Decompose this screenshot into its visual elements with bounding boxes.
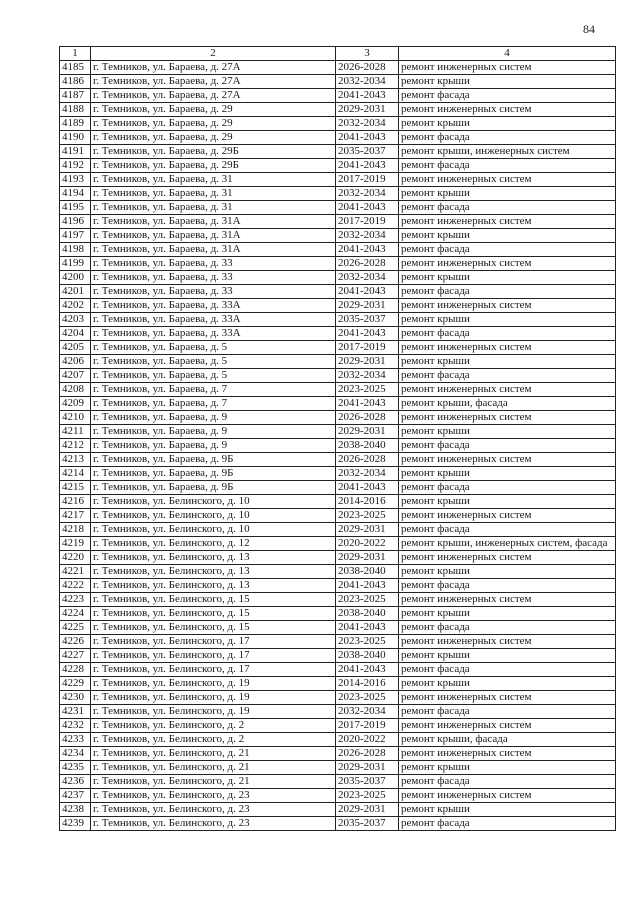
work-type-cell: ремонт инженерных систем bbox=[399, 691, 616, 705]
address-cell: г. Темников, ул. Бараева, д. 27А bbox=[91, 75, 336, 89]
period-cell: 2023-2025 bbox=[336, 635, 399, 649]
address-cell: г. Темников, ул. Белинского, д. 19 bbox=[91, 691, 336, 705]
address-cell: г. Темников, ул. Белинского, д. 19 bbox=[91, 705, 336, 719]
work-type-cell: ремонт инженерных систем bbox=[399, 103, 616, 117]
period-cell: 2032-2034 bbox=[336, 369, 399, 383]
row-number-cell: 4186 bbox=[60, 75, 91, 89]
period-cell: 2029-2031 bbox=[336, 299, 399, 313]
work-type-cell: ремонт фасада bbox=[399, 481, 616, 495]
address-cell: г. Темников, ул. Бараева, д. 31А bbox=[91, 229, 336, 243]
work-type-cell: ремонт фасада bbox=[399, 285, 616, 299]
address-cell: г. Темников, ул. Белинского, д. 12 bbox=[91, 537, 336, 551]
address-cell: г. Темников, ул. Белинского, д. 23 bbox=[91, 817, 336, 831]
work-type-cell: ремонт крыши bbox=[399, 313, 616, 327]
period-cell: 2026-2028 bbox=[336, 257, 399, 271]
table-row bbox=[60, 817, 616, 831]
table-row bbox=[60, 159, 616, 173]
row-number-cell: 4211 bbox=[60, 425, 91, 439]
row-number-cell: 4237 bbox=[60, 789, 91, 803]
row-number-cell: 4198 bbox=[60, 243, 91, 257]
work-type-cell: ремонт инженерных систем bbox=[399, 551, 616, 565]
period-cell: 2041-2043 bbox=[336, 481, 399, 495]
period-cell: 2029-2031 bbox=[336, 355, 399, 369]
period-cell: 2041-2043 bbox=[336, 89, 399, 103]
table-row bbox=[60, 103, 616, 117]
row-number-cell: 4187 bbox=[60, 89, 91, 103]
row-number-cell: 4239 bbox=[60, 817, 91, 831]
table-row bbox=[60, 299, 616, 313]
address-cell: г. Темников, ул. Бараева, д. 33А bbox=[91, 327, 336, 341]
table-row bbox=[60, 89, 616, 103]
work-type-cell: ремонт крыши, фасада bbox=[399, 397, 616, 411]
row-number-cell: 4231 bbox=[60, 705, 91, 719]
period-cell: 2041-2043 bbox=[336, 159, 399, 173]
period-cell: 2038-2040 bbox=[336, 565, 399, 579]
row-number-cell: 4228 bbox=[60, 663, 91, 677]
column-header-3: 3 bbox=[336, 47, 399, 61]
row-number-cell: 4209 bbox=[60, 397, 91, 411]
row-number-cell: 4232 bbox=[60, 719, 91, 733]
address-cell: г. Темников, ул. Бараева, д. 27А bbox=[91, 61, 336, 75]
row-number-cell: 4199 bbox=[60, 257, 91, 271]
row-number-cell: 4200 bbox=[60, 271, 91, 285]
table-row bbox=[60, 453, 616, 467]
row-number-cell: 4202 bbox=[60, 299, 91, 313]
work-type-cell: ремонт крыши bbox=[399, 607, 616, 621]
period-cell: 2026-2028 bbox=[336, 453, 399, 467]
work-type-cell: ремонт фасада bbox=[399, 579, 616, 593]
period-cell: 2023-2025 bbox=[336, 383, 399, 397]
work-type-cell: ремонт фасада bbox=[399, 369, 616, 383]
work-type-cell: ремонт крыши, инженерных систем bbox=[399, 145, 616, 159]
work-type-cell: ремонт инженерных систем bbox=[399, 411, 616, 425]
table-row bbox=[60, 803, 616, 817]
table-row bbox=[60, 257, 616, 271]
period-cell: 2032-2034 bbox=[336, 271, 399, 285]
table-row bbox=[60, 285, 616, 299]
address-cell: г. Темников, ул. Белинского, д. 15 bbox=[91, 621, 336, 635]
table-header-row bbox=[60, 47, 616, 61]
period-cell: 2023-2025 bbox=[336, 509, 399, 523]
address-cell: г. Темников, ул. Бараева, д. 29Б bbox=[91, 145, 336, 159]
row-number-cell: 4188 bbox=[60, 103, 91, 117]
work-type-cell: ремонт крыши, фасада bbox=[399, 733, 616, 747]
work-type-cell: ремонт крыши bbox=[399, 649, 616, 663]
table-row bbox=[60, 607, 616, 621]
table-row bbox=[60, 117, 616, 131]
period-cell: 2035-2037 bbox=[336, 775, 399, 789]
period-cell: 2041-2043 bbox=[336, 579, 399, 593]
period-cell: 2038-2040 bbox=[336, 439, 399, 453]
address-cell: г. Темников, ул. Белинского, д. 2 bbox=[91, 719, 336, 733]
table-row bbox=[60, 663, 616, 677]
row-number-cell: 4192 bbox=[60, 159, 91, 173]
period-cell: 2041-2043 bbox=[336, 663, 399, 677]
address-cell: г. Темников, ул. Белинского, д. 21 bbox=[91, 761, 336, 775]
column-header-4: 4 bbox=[399, 47, 616, 61]
table-row bbox=[60, 621, 616, 635]
table-row bbox=[60, 635, 616, 649]
period-cell: 2041-2043 bbox=[336, 131, 399, 145]
period-cell: 2041-2043 bbox=[336, 327, 399, 341]
table-row bbox=[60, 775, 616, 789]
work-type-cell: ремонт крыши bbox=[399, 75, 616, 89]
table-row bbox=[60, 229, 616, 243]
row-number-cell: 4194 bbox=[60, 187, 91, 201]
table-row bbox=[60, 593, 616, 607]
period-cell: 2029-2031 bbox=[336, 523, 399, 537]
address-cell: г. Темников, ул. Бараева, д. 7 bbox=[91, 397, 336, 411]
repair-schedule-table bbox=[59, 46, 616, 831]
period-cell: 2029-2031 bbox=[336, 761, 399, 775]
period-cell: 2017-2019 bbox=[336, 341, 399, 355]
row-number-cell: 4195 bbox=[60, 201, 91, 215]
work-type-cell: ремонт фасада bbox=[399, 159, 616, 173]
row-number-cell: 4207 bbox=[60, 369, 91, 383]
work-type-cell: ремонт фасада bbox=[399, 439, 616, 453]
address-cell: г. Темников, ул. Белинского, д. 23 bbox=[91, 789, 336, 803]
period-cell: 2023-2025 bbox=[336, 789, 399, 803]
address-cell: г. Темников, ул. Бараева, д. 5 bbox=[91, 369, 336, 383]
row-number-cell: 4189 bbox=[60, 117, 91, 131]
work-type-cell: ремонт крыши bbox=[399, 355, 616, 369]
period-cell: 2029-2031 bbox=[336, 425, 399, 439]
column-header-1: 1 bbox=[60, 47, 91, 61]
address-cell: г. Темников, ул. Белинского, д. 10 bbox=[91, 509, 336, 523]
address-cell: г. Темников, ул. Белинского, д. 2 bbox=[91, 733, 336, 747]
address-cell: г. Темников, ул. Белинского, д. 19 bbox=[91, 677, 336, 691]
row-number-cell: 4190 bbox=[60, 131, 91, 145]
period-cell: 2032-2034 bbox=[336, 117, 399, 131]
table-row bbox=[60, 705, 616, 719]
period-cell: 2035-2037 bbox=[336, 145, 399, 159]
address-cell: г. Темников, ул. Белинского, д. 17 bbox=[91, 649, 336, 663]
period-cell: 2041-2043 bbox=[336, 397, 399, 411]
row-number-cell: 4221 bbox=[60, 565, 91, 579]
work-type-cell: ремонт фасада bbox=[399, 663, 616, 677]
period-cell: 2026-2028 bbox=[336, 61, 399, 75]
address-cell: г. Темников, ул. Бараева, д. 7 bbox=[91, 383, 336, 397]
table-row bbox=[60, 551, 616, 565]
row-number-cell: 4217 bbox=[60, 509, 91, 523]
address-cell: г. Темников, ул. Бараева, д. 33 bbox=[91, 271, 336, 285]
address-cell: г. Темников, ул. Бараева, д. 5 bbox=[91, 355, 336, 369]
period-cell: 2029-2031 bbox=[336, 803, 399, 817]
period-cell: 2017-2019 bbox=[336, 719, 399, 733]
table-row bbox=[60, 411, 616, 425]
table-row bbox=[60, 747, 616, 761]
table-row bbox=[60, 201, 616, 215]
row-number-cell: 4233 bbox=[60, 733, 91, 747]
period-cell: 2023-2025 bbox=[336, 691, 399, 705]
period-cell: 2020-2022 bbox=[336, 733, 399, 747]
address-cell: г. Темников, ул. Белинского, д. 13 bbox=[91, 579, 336, 593]
period-cell: 2041-2043 bbox=[336, 201, 399, 215]
address-cell: г. Темников, ул. Бараева, д. 29 bbox=[91, 131, 336, 145]
row-number-cell: 4203 bbox=[60, 313, 91, 327]
row-number-cell: 4210 bbox=[60, 411, 91, 425]
work-type-cell: ремонт крыши bbox=[399, 677, 616, 691]
work-type-cell: ремонт крыши bbox=[399, 467, 616, 481]
work-type-cell: ремонт фасада bbox=[399, 327, 616, 341]
address-cell: г. Темников, ул. Бараева, д. 29 bbox=[91, 103, 336, 117]
address-cell: г. Темников, ул. Бараева, д. 5 bbox=[91, 341, 336, 355]
period-cell: 2017-2019 bbox=[336, 215, 399, 229]
table-row bbox=[60, 397, 616, 411]
period-cell: 2038-2040 bbox=[336, 607, 399, 621]
address-cell: г. Темников, ул. Бараева, д. 33 bbox=[91, 257, 336, 271]
work-type-cell: ремонт инженерных систем bbox=[399, 341, 616, 355]
row-number-cell: 4236 bbox=[60, 775, 91, 789]
address-cell: г. Темников, ул. Бараева, д. 9Б bbox=[91, 453, 336, 467]
table-row bbox=[60, 789, 616, 803]
address-cell: г. Темников, ул. Бараева, д. 9 bbox=[91, 439, 336, 453]
address-cell: г. Темников, ул. Бараева, д. 9Б bbox=[91, 467, 336, 481]
period-cell: 2041-2043 bbox=[336, 243, 399, 257]
column-header-2: 2 bbox=[91, 47, 336, 61]
table-row bbox=[60, 509, 616, 523]
work-type-cell: ремонт крыши bbox=[399, 761, 616, 775]
address-cell: г. Темников, ул. Бараева, д. 27А bbox=[91, 89, 336, 103]
address-cell: г. Темников, ул. Бараева, д. 33А bbox=[91, 313, 336, 327]
table-row bbox=[60, 355, 616, 369]
period-cell: 2032-2034 bbox=[336, 229, 399, 243]
work-type-cell: ремонт фасада bbox=[399, 775, 616, 789]
row-number-cell: 4220 bbox=[60, 551, 91, 565]
period-cell: 2026-2028 bbox=[336, 411, 399, 425]
work-type-cell: ремонт крыши bbox=[399, 425, 616, 439]
work-type-cell: ремонт инженерных систем bbox=[399, 747, 616, 761]
work-type-cell: ремонт инженерных систем bbox=[399, 635, 616, 649]
table-row bbox=[60, 145, 616, 159]
table-row bbox=[60, 467, 616, 481]
table-row bbox=[60, 383, 616, 397]
address-cell: г. Темников, ул. Белинского, д. 15 bbox=[91, 593, 336, 607]
work-type-cell: ремонт крыши, инженерных систем, фасада bbox=[399, 537, 616, 551]
period-cell: 2032-2034 bbox=[336, 705, 399, 719]
address-cell: г. Темников, ул. Бараева, д. 31 bbox=[91, 173, 336, 187]
period-cell: 2029-2031 bbox=[336, 103, 399, 117]
period-cell: 2014-2016 bbox=[336, 677, 399, 691]
table-row bbox=[60, 243, 616, 257]
address-cell: г. Темников, ул. Белинского, д. 10 bbox=[91, 523, 336, 537]
work-type-cell: ремонт инженерных систем bbox=[399, 789, 616, 803]
table-row bbox=[60, 75, 616, 89]
row-number-cell: 4196 bbox=[60, 215, 91, 229]
table-row bbox=[60, 187, 616, 201]
row-number-cell: 4216 bbox=[60, 495, 91, 509]
period-cell: 2041-2043 bbox=[336, 285, 399, 299]
work-type-cell: ремонт крыши bbox=[399, 187, 616, 201]
period-cell: 2035-2037 bbox=[336, 817, 399, 831]
address-cell: г. Темников, ул. Бараева, д. 31А bbox=[91, 243, 336, 257]
table-row bbox=[60, 61, 616, 75]
period-cell: 2041-2043 bbox=[336, 621, 399, 635]
row-number-cell: 4222 bbox=[60, 579, 91, 593]
table-row bbox=[60, 327, 616, 341]
row-number-cell: 4235 bbox=[60, 761, 91, 775]
row-number-cell: 4223 bbox=[60, 593, 91, 607]
work-type-cell: ремонт крыши bbox=[399, 229, 616, 243]
table-row bbox=[60, 425, 616, 439]
table-row bbox=[60, 565, 616, 579]
address-cell: г. Темников, ул. Белинского, д. 15 bbox=[91, 607, 336, 621]
table-row bbox=[60, 313, 616, 327]
row-number-cell: 4201 bbox=[60, 285, 91, 299]
table-row bbox=[60, 733, 616, 747]
table-row bbox=[60, 215, 616, 229]
address-cell: г. Темников, ул. Бараева, д. 33А bbox=[91, 299, 336, 313]
row-number-cell: 4229 bbox=[60, 677, 91, 691]
table-row bbox=[60, 439, 616, 453]
row-number-cell: 4230 bbox=[60, 691, 91, 705]
table-row bbox=[60, 579, 616, 593]
address-cell: г. Темников, ул. Белинского, д. 17 bbox=[91, 663, 336, 677]
address-cell: г. Темников, ул. Белинского, д. 10 bbox=[91, 495, 336, 509]
address-cell: г. Темников, ул. Бараева, д. 9 bbox=[91, 425, 336, 439]
row-number-cell: 4234 bbox=[60, 747, 91, 761]
address-cell: г. Темников, ул. Бараева, д. 31А bbox=[91, 215, 336, 229]
row-number-cell: 4185 bbox=[60, 61, 91, 75]
period-cell: 2029-2031 bbox=[336, 551, 399, 565]
row-number-cell: 4205 bbox=[60, 341, 91, 355]
table-row bbox=[60, 761, 616, 775]
work-type-cell: ремонт инженерных систем bbox=[399, 719, 616, 733]
table-row bbox=[60, 537, 616, 551]
period-cell: 2032-2034 bbox=[336, 75, 399, 89]
address-cell: г. Темников, ул. Белинского, д. 23 bbox=[91, 803, 336, 817]
work-type-cell: ремонт фасада bbox=[399, 201, 616, 215]
row-number-cell: 4204 bbox=[60, 327, 91, 341]
row-number-cell: 4208 bbox=[60, 383, 91, 397]
row-number-cell: 4193 bbox=[60, 173, 91, 187]
table-row bbox=[60, 495, 616, 509]
period-cell: 2014-2016 bbox=[336, 495, 399, 509]
work-type-cell: ремонт инженерных систем bbox=[399, 299, 616, 313]
row-number-cell: 4238 bbox=[60, 803, 91, 817]
work-type-cell: ремонт фасада bbox=[399, 523, 616, 537]
period-cell: 2020-2022 bbox=[336, 537, 399, 551]
period-cell: 2035-2037 bbox=[336, 313, 399, 327]
table-row bbox=[60, 271, 616, 285]
row-number-cell: 4206 bbox=[60, 355, 91, 369]
row-number-cell: 4224 bbox=[60, 607, 91, 621]
address-cell: г. Темников, ул. Белинского, д. 13 bbox=[91, 551, 336, 565]
work-type-cell: ремонт инженерных систем bbox=[399, 453, 616, 467]
work-type-cell: ремонт крыши bbox=[399, 803, 616, 817]
address-cell: г. Темников, ул. Бараева, д. 31 bbox=[91, 187, 336, 201]
work-type-cell: ремонт инженерных систем bbox=[399, 215, 616, 229]
row-number-cell: 4212 bbox=[60, 439, 91, 453]
work-type-cell: ремонт крыши bbox=[399, 271, 616, 285]
period-cell: 2023-2025 bbox=[336, 593, 399, 607]
period-cell: 2026-2028 bbox=[336, 747, 399, 761]
address-cell: г. Темников, ул. Белинского, д. 17 bbox=[91, 635, 336, 649]
work-type-cell: ремонт инженерных систем bbox=[399, 593, 616, 607]
table-row bbox=[60, 369, 616, 383]
table-body bbox=[60, 61, 616, 831]
period-cell: 2038-2040 bbox=[336, 649, 399, 663]
work-type-cell: ремонт фасада bbox=[399, 705, 616, 719]
row-number-cell: 4227 bbox=[60, 649, 91, 663]
address-cell: г. Темников, ул. Бараева, д. 9Б bbox=[91, 481, 336, 495]
table-row bbox=[60, 523, 616, 537]
work-type-cell: ремонт фасада bbox=[399, 131, 616, 145]
row-number-cell: 4191 bbox=[60, 145, 91, 159]
address-cell: г. Темников, ул. Белинского, д. 13 bbox=[91, 565, 336, 579]
work-type-cell: ремонт фасада bbox=[399, 621, 616, 635]
row-number-cell: 4218 bbox=[60, 523, 91, 537]
address-cell: г. Темников, ул. Бараева, д. 29Б bbox=[91, 159, 336, 173]
address-cell: г. Темников, ул. Бараева, д. 29 bbox=[91, 117, 336, 131]
address-cell: г. Темников, ул. Белинского, д. 21 bbox=[91, 775, 336, 789]
work-type-cell: ремонт инженерных систем bbox=[399, 509, 616, 523]
work-type-cell: ремонт крыши bbox=[399, 565, 616, 579]
table-row bbox=[60, 481, 616, 495]
work-type-cell: ремонт инженерных систем bbox=[399, 173, 616, 187]
period-cell: 2017-2019 bbox=[336, 173, 399, 187]
table-row bbox=[60, 173, 616, 187]
work-type-cell: ремонт крыши bbox=[399, 117, 616, 131]
table-row bbox=[60, 649, 616, 663]
row-number-cell: 4225 bbox=[60, 621, 91, 635]
work-type-cell: ремонт фасада bbox=[399, 243, 616, 257]
address-cell: г. Темников, ул. Бараева, д. 31 bbox=[91, 201, 336, 215]
work-type-cell: ремонт инженерных систем bbox=[399, 61, 616, 75]
period-cell: 2032-2034 bbox=[336, 467, 399, 481]
work-type-cell: ремонт фасада bbox=[399, 89, 616, 103]
work-type-cell: ремонт фасада bbox=[399, 817, 616, 831]
address-cell: г. Темников, ул. Бараева, д. 9 bbox=[91, 411, 336, 425]
row-number-cell: 4226 bbox=[60, 635, 91, 649]
work-type-cell: ремонт крыши bbox=[399, 495, 616, 509]
period-cell: 2032-2034 bbox=[336, 187, 399, 201]
row-number-cell: 4213 bbox=[60, 453, 91, 467]
work-type-cell: ремонт инженерных систем bbox=[399, 383, 616, 397]
row-number-cell: 4219 bbox=[60, 537, 91, 551]
row-number-cell: 4197 bbox=[60, 229, 91, 243]
work-type-cell: ремонт инженерных систем bbox=[399, 257, 616, 271]
table-row bbox=[60, 719, 616, 733]
table-row bbox=[60, 131, 616, 145]
table-row bbox=[60, 341, 616, 355]
row-number-cell: 4215 bbox=[60, 481, 91, 495]
page-number: 84 bbox=[583, 22, 595, 36]
table-row bbox=[60, 691, 616, 705]
address-cell: г. Темников, ул. Бараева, д. 33 bbox=[91, 285, 336, 299]
address-cell: г. Темников, ул. Белинского, д. 21 bbox=[91, 747, 336, 761]
table-row bbox=[60, 677, 616, 691]
row-number-cell: 4214 bbox=[60, 467, 91, 481]
